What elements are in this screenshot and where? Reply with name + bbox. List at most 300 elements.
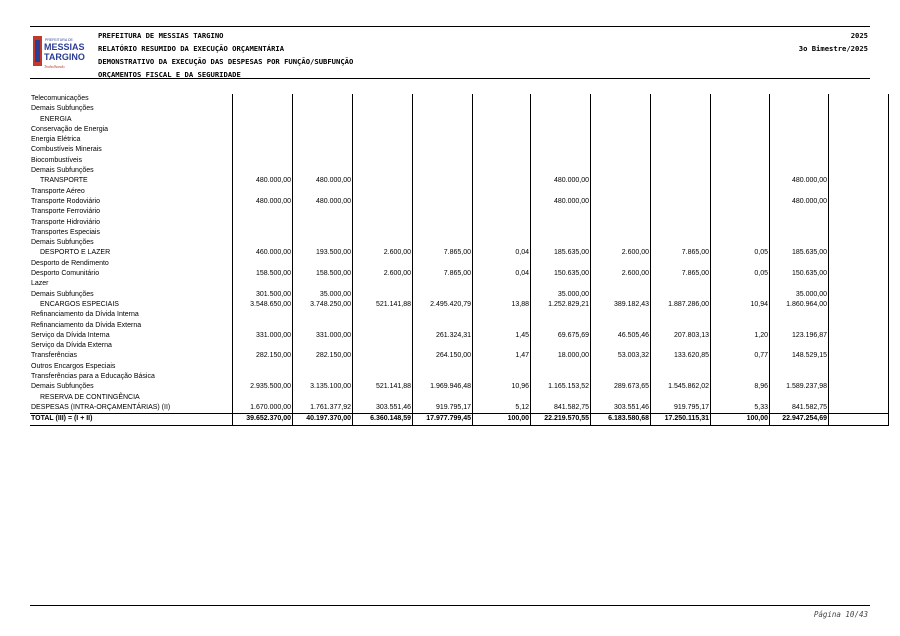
row-value [293, 393, 353, 403]
row-value [591, 115, 651, 125]
row-value: 841.582,75 [770, 403, 829, 414]
row-value [711, 125, 770, 135]
row-value [233, 115, 293, 125]
row-value [233, 166, 293, 176]
row-value [591, 166, 651, 176]
row-value: 331.000,00 [293, 331, 353, 341]
row-value [531, 145, 591, 155]
row-value: 1,47 [473, 351, 531, 361]
row-value: 8,96 [711, 382, 770, 392]
row-value [413, 94, 473, 104]
row-label: Demais Subfunções [31, 105, 94, 113]
table-row [30, 228, 889, 238]
row-value [711, 145, 770, 155]
row-value [353, 104, 413, 114]
row-label: Transporte Rodoviário [31, 197, 100, 205]
row-value [591, 362, 651, 372]
row-value [473, 310, 531, 320]
row-value [711, 218, 770, 228]
row-value [651, 259, 711, 269]
row-value [531, 218, 591, 228]
row-value [711, 207, 770, 217]
row-value [531, 259, 591, 269]
table-row [30, 310, 889, 320]
row-value [353, 259, 413, 269]
row-value: 521.141,88 [353, 382, 413, 392]
row-value: 18.000,00 [531, 351, 591, 361]
row-value [829, 156, 889, 166]
row-value [353, 94, 413, 104]
row-value [293, 228, 353, 238]
row-value [233, 259, 293, 269]
row-label: ENCARGOS ESPECIAIS [40, 300, 119, 308]
row-value [711, 238, 770, 248]
row-value: 53.003,32 [591, 351, 651, 361]
table-row [30, 197, 889, 207]
row-value: 100,00 [473, 414, 531, 425]
row-value: 123.196,87 [770, 331, 829, 341]
row-label: Demais Subfunções [31, 167, 94, 175]
row-value [413, 228, 473, 238]
row-value: 13,88 [473, 300, 531, 310]
row-value [473, 125, 531, 135]
row-value [293, 238, 353, 248]
row-value: 40.197.370,00 [293, 414, 353, 425]
row-label: Outros Encargos Especiais [31, 362, 116, 370]
row-value [711, 362, 770, 372]
row-value [651, 238, 711, 248]
row-value [591, 321, 651, 331]
row-value: 6.360.148,59 [353, 414, 413, 425]
row-value: 158.500,00 [233, 269, 293, 279]
row-value [353, 207, 413, 217]
row-value [591, 176, 651, 186]
table-row [30, 238, 889, 248]
row-value [531, 228, 591, 238]
row-value [413, 176, 473, 186]
row-value [711, 259, 770, 269]
table-row [30, 331, 889, 341]
row-value [770, 362, 829, 372]
row-value [413, 207, 473, 217]
table-row [30, 279, 889, 289]
row-label: Transportes Especiais [31, 228, 100, 236]
report-subtitle: DEMONSTRATIVO DA EXECUÇÃO DAS DESPESAS POR FUNÇÃO/SUBFUNÇÃO [98, 57, 354, 66]
row-label: Serviço da Dívida Externa [31, 342, 112, 350]
row-value [770, 228, 829, 238]
row-value: 919.795,17 [413, 403, 473, 414]
header-top-rule [30, 26, 870, 27]
row-value [413, 290, 473, 300]
row-label: TRANSPORTE [40, 177, 88, 185]
row-value [711, 104, 770, 114]
row-value [770, 279, 829, 289]
row-value [473, 176, 531, 186]
row-value [829, 115, 889, 125]
row-value: 303.551,46 [591, 403, 651, 414]
row-value [353, 331, 413, 341]
row-label: Transporte Aéreo [31, 187, 85, 195]
row-value [293, 166, 353, 176]
row-label: Refinanciamento da Dívida Externa [31, 321, 142, 329]
row-value [473, 321, 531, 331]
table-row [30, 176, 889, 186]
table-row [30, 403, 889, 414]
row-value [711, 290, 770, 300]
row-value [233, 279, 293, 289]
row-value [711, 310, 770, 320]
row-value: 480.000,00 [293, 176, 353, 186]
row-value [711, 197, 770, 207]
row-value: 0,04 [473, 269, 531, 279]
row-value [473, 104, 531, 114]
row-label: Demais Subfunções [31, 383, 94, 391]
row-value [531, 341, 591, 351]
row-value [591, 259, 651, 269]
row-value [711, 166, 770, 176]
row-value [293, 362, 353, 372]
row-value: 1.252.829,21 [531, 300, 591, 310]
row-value [233, 187, 293, 197]
row-value [591, 207, 651, 217]
row-value [770, 135, 829, 145]
row-value [829, 228, 889, 238]
row-label: Transporte Ferroviário [31, 208, 100, 216]
row-value [829, 94, 889, 104]
table-row [30, 300, 889, 310]
row-value [711, 372, 770, 382]
row-value [651, 125, 711, 135]
row-value [293, 94, 353, 104]
table-row [30, 382, 889, 392]
row-label: Demais Subfunções [31, 239, 94, 247]
table-row [30, 248, 889, 258]
row-value [829, 414, 889, 425]
row-value [473, 290, 531, 300]
row-label: DESPESAS (INTRA-ORÇAMENTÁRIAS) (II) [31, 403, 171, 411]
row-value [651, 279, 711, 289]
row-value [293, 279, 353, 289]
row-value [711, 228, 770, 238]
row-value [473, 187, 531, 197]
row-value: 150.635,00 [531, 269, 591, 279]
report-title: RELATÓRIO RESUMIDO DA EXECUÇÃO ORÇAMENTÁRIA [98, 44, 285, 53]
row-value: 22.947.254,69 [770, 414, 829, 425]
row-value: 46.505,46 [591, 331, 651, 341]
row-value: 2.600,00 [591, 269, 651, 279]
row-value [829, 135, 889, 145]
svg-text:PREFEITURA DE: PREFEITURA DE [45, 38, 73, 42]
row-value [531, 279, 591, 289]
row-value: 480.000,00 [770, 176, 829, 186]
row-value [770, 238, 829, 248]
row-value [233, 135, 293, 145]
row-value [353, 187, 413, 197]
row-value [651, 321, 711, 331]
row-value [413, 115, 473, 125]
table-row [30, 372, 889, 382]
row-value [353, 290, 413, 300]
row-value [293, 207, 353, 217]
row-value [651, 187, 711, 197]
table-row [30, 94, 889, 104]
row-value [233, 125, 293, 135]
row-value [353, 351, 413, 361]
row-value [353, 362, 413, 372]
row-value: 521.141,88 [353, 300, 413, 310]
report-period [799, 29, 868, 55]
header-bottom-rule [30, 78, 870, 79]
row-value [473, 115, 531, 125]
row-value: 35.000,00 [293, 290, 353, 300]
row-value [651, 341, 711, 351]
row-value [770, 145, 829, 155]
row-value [531, 187, 591, 197]
total-row [30, 414, 889, 425]
row-label: Combustíveis Minerais [31, 146, 102, 154]
row-value [531, 372, 591, 382]
row-value: 39.652.370,00 [233, 414, 293, 425]
row-value [233, 94, 293, 104]
footer-rule [30, 605, 870, 606]
row-value: 1.887.286,00 [651, 300, 711, 310]
row-value [770, 393, 829, 403]
row-value: 5,12 [473, 403, 531, 414]
row-value [829, 362, 889, 372]
row-value [770, 218, 829, 228]
row-value: 303.551,46 [353, 403, 413, 414]
row-value: 2.495.420,79 [413, 300, 473, 310]
row-value [829, 331, 889, 341]
municipality-logo [33, 34, 85, 72]
row-value [473, 166, 531, 176]
report-bimester: 3o Bimestre/2025 [798, 44, 868, 53]
row-value [413, 145, 473, 155]
row-value [473, 372, 531, 382]
row-value: 1.545.862,02 [651, 382, 711, 392]
row-value [531, 362, 591, 372]
row-value [591, 310, 651, 320]
row-value [293, 115, 353, 125]
row-value [233, 321, 293, 331]
row-value [711, 393, 770, 403]
row-value: 331.000,00 [233, 331, 293, 341]
table-row [30, 156, 889, 166]
row-value [473, 341, 531, 351]
row-value [651, 94, 711, 104]
row-value [591, 218, 651, 228]
row-value [591, 228, 651, 238]
table-row [30, 207, 889, 217]
row-value: 480.000,00 [531, 176, 591, 186]
table-row [30, 290, 889, 300]
report-scope: ORÇAMENTOS FISCAL E DA SEGURIDADE [98, 70, 241, 79]
row-value: 100,00 [711, 414, 770, 425]
row-value: 35.000,00 [531, 290, 591, 300]
row-value [353, 372, 413, 382]
row-value: 185.635,00 [531, 248, 591, 258]
row-value: 0,05 [711, 269, 770, 279]
row-value [473, 362, 531, 372]
row-value: 264.150,00 [413, 351, 473, 361]
table-row [30, 135, 889, 145]
row-value [293, 145, 353, 155]
row-value: 301.500,00 [233, 290, 293, 300]
row-value [293, 125, 353, 135]
row-value [473, 94, 531, 104]
row-value [353, 218, 413, 228]
row-value [353, 115, 413, 125]
row-value [233, 372, 293, 382]
row-value [413, 197, 473, 207]
row-value: 1.761.377,92 [293, 403, 353, 414]
row-value [829, 300, 889, 310]
row-value [293, 187, 353, 197]
row-value [531, 125, 591, 135]
row-value [829, 207, 889, 217]
row-value [353, 125, 413, 135]
row-value [591, 290, 651, 300]
row-value [711, 176, 770, 186]
row-value [829, 310, 889, 320]
row-value [591, 393, 651, 403]
row-value: 3.135.100,00 [293, 382, 353, 392]
row-value [829, 197, 889, 207]
row-value: 6.183.580,68 [591, 414, 651, 425]
expense-table [30, 94, 889, 426]
row-value: 261.324,31 [413, 331, 473, 341]
row-value [651, 176, 711, 186]
row-value [353, 166, 413, 176]
row-value [473, 207, 531, 217]
row-value: 3.548.650,00 [233, 300, 293, 310]
row-label: Conservação de Energia [31, 125, 109, 133]
row-value [651, 310, 711, 320]
row-value [591, 94, 651, 104]
row-value: 1,45 [473, 331, 531, 341]
row-value [413, 125, 473, 135]
row-value [651, 218, 711, 228]
row-value [353, 279, 413, 289]
row-value [293, 259, 353, 269]
table-row [30, 341, 889, 351]
row-value [829, 248, 889, 258]
row-value [651, 290, 711, 300]
row-value [651, 104, 711, 114]
row-value [711, 156, 770, 166]
row-value: 185.635,00 [770, 248, 829, 258]
row-value [233, 238, 293, 248]
row-value: 207.803,13 [651, 331, 711, 341]
row-value [233, 145, 293, 155]
row-value: 480.000,00 [293, 197, 353, 207]
row-value: 480.000,00 [233, 176, 293, 186]
table-row [30, 115, 889, 125]
row-label: DESPORTO E LAZER [40, 249, 111, 257]
row-value [770, 156, 829, 166]
row-value [531, 310, 591, 320]
row-value [293, 156, 353, 166]
row-value [651, 393, 711, 403]
table-row [30, 393, 889, 403]
row-value [413, 238, 473, 248]
row-value [413, 218, 473, 228]
row-value [531, 156, 591, 166]
report-header [98, 29, 353, 81]
svg-text:MESSIAS: MESSIAS [44, 42, 85, 52]
row-value [473, 156, 531, 166]
row-value [829, 145, 889, 155]
row-value [829, 259, 889, 269]
row-value: 17.250.115,31 [651, 414, 711, 425]
row-value: 150.635,00 [770, 269, 829, 279]
row-label: Transferências [31, 352, 78, 360]
row-value [770, 166, 829, 176]
row-value [651, 228, 711, 238]
row-value [233, 362, 293, 372]
row-value [233, 310, 293, 320]
row-value: 10,94 [711, 300, 770, 310]
row-value [829, 187, 889, 197]
row-value [591, 197, 651, 207]
row-value [413, 166, 473, 176]
row-value: 1.165.153,52 [531, 382, 591, 392]
row-value [829, 125, 889, 135]
row-value [770, 259, 829, 269]
row-value [829, 176, 889, 186]
row-value [353, 156, 413, 166]
row-value [651, 207, 711, 217]
row-value [770, 94, 829, 104]
row-value: 1.589.237,98 [770, 382, 829, 392]
row-value [829, 372, 889, 382]
row-value [591, 341, 651, 351]
row-value [770, 207, 829, 217]
row-value [293, 321, 353, 331]
row-value [413, 362, 473, 372]
table-row [30, 125, 889, 135]
row-value [829, 351, 889, 361]
row-value [413, 279, 473, 289]
row-value [711, 187, 770, 197]
table-row [30, 166, 889, 176]
row-value [293, 310, 353, 320]
row-value [233, 156, 293, 166]
row-value: 2.600,00 [353, 269, 413, 279]
row-value [473, 228, 531, 238]
row-value: 919.795,17 [651, 403, 711, 414]
row-value: 22.219.570,55 [531, 414, 591, 425]
row-value: 1.670.000,00 [233, 403, 293, 414]
row-value [413, 259, 473, 269]
row-value [651, 362, 711, 372]
row-value: 389.182,43 [591, 300, 651, 310]
row-value [233, 393, 293, 403]
row-value: 460.000,00 [233, 248, 293, 258]
row-value [770, 341, 829, 351]
row-value: 133.620,85 [651, 351, 711, 361]
row-value [651, 115, 711, 125]
row-value [591, 279, 651, 289]
row-value: 5,33 [711, 403, 770, 414]
row-value [293, 372, 353, 382]
row-label: TOTAL (III) = (I + II) [30, 414, 233, 425]
row-value [591, 125, 651, 135]
row-value [473, 145, 531, 155]
row-value [473, 135, 531, 145]
row-value [413, 393, 473, 403]
row-label: Desporto Comunitário [31, 270, 100, 278]
